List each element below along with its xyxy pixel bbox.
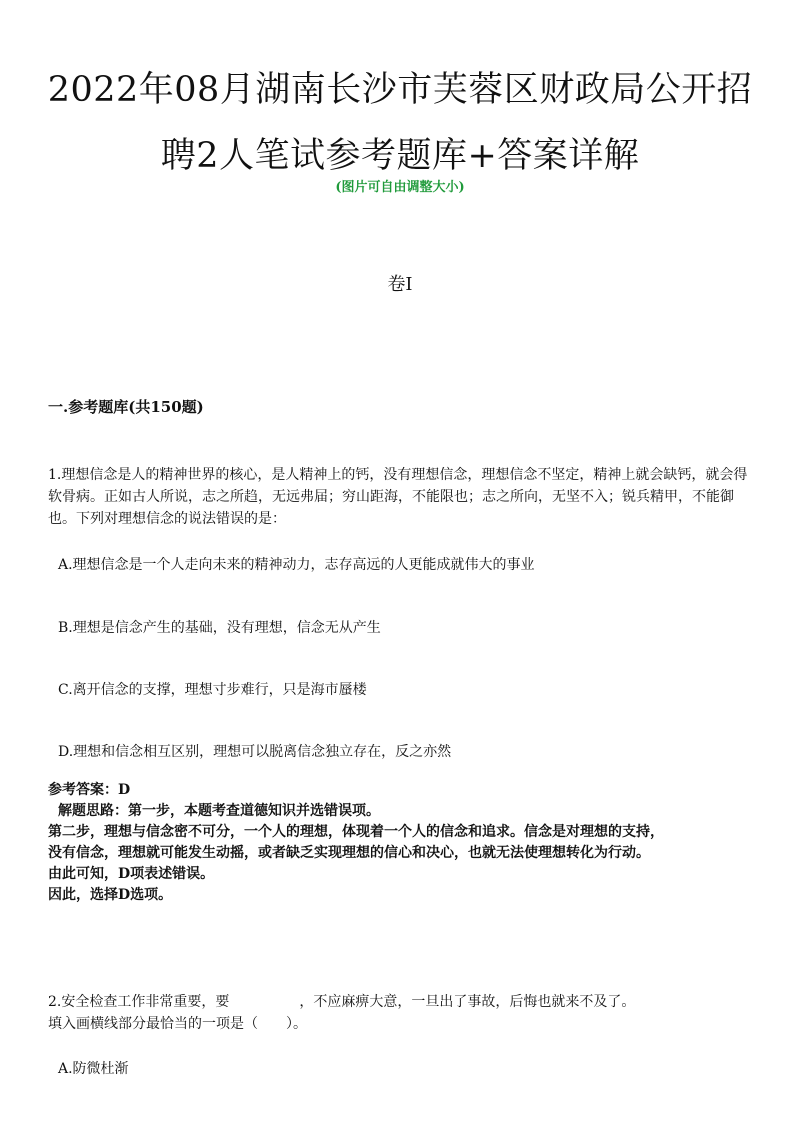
section-heading: 一.参考题库(共150题) bbox=[48, 398, 204, 416]
question-1-answer-block bbox=[48, 780, 760, 906]
question-1-option-d: D.理想和信念相互区别，理想可以脱离信念独立存在，反之亦然 bbox=[58, 744, 452, 760]
resize-hint: (图片可自由调整大小) bbox=[335, 180, 465, 195]
document-title-line-2: 聘2人笔试参考题库+答案详解 bbox=[160, 136, 640, 176]
question-1-option-c: C.离开信念的支撑，理想寸步难行，只是海市蜃楼 bbox=[58, 682, 367, 698]
question-2-stem-line-2: 填入画横线部分最恰当的一项是（ ）。 bbox=[48, 1016, 307, 1032]
question-1-option-b: B.理想是信念产生的基础，没有理想，信念无从产生 bbox=[58, 620, 381, 636]
question-1-stem: 1.理想信念是人的精神世界的核心，是人精神上的钙，没有理想信念，理想信念不坚定，精神上就会缺钙，就会得软骨病。正如古人所说，志之所趋，无远弗届；穷山距海，不能限也；志之所向，无坚不入；锐兵精甲，不能御也。下列对理想信念的说法错误的是： bbox=[48, 467, 748, 527]
question-2-stem bbox=[48, 991, 760, 1035]
document-title-line-1: 2022年08月湖南长沙市芙蓉区财政局公开招 bbox=[47, 70, 753, 110]
explanation-line: 解题思路：第一步，本题考查道德知识并选错误项。 bbox=[58, 803, 380, 819]
volume-label: 卷I bbox=[387, 274, 413, 295]
explanation-line: 因此，选择D选项。 bbox=[48, 887, 173, 903]
answer-label: 参考答案：D bbox=[48, 782, 131, 798]
explanation-line: 由此可知，D项表述错误。 bbox=[48, 866, 215, 882]
question-2-option-a: A.防微杜渐 bbox=[58, 1061, 129, 1077]
explanation-line: 第二步，理想与信念密不可分，一个人的理想，体现着一个人的信念和追求。信念是对理想的支持， bbox=[48, 824, 664, 840]
explanation-line: 没有信念，理想就可能发生动摇，或者缺乏实现理想的信心和决心，也就无法使理想转化为行动。 bbox=[48, 845, 650, 861]
question-2-stem-line-1: 2.安全检查工作非常重要，要 ，不应麻痹大意，一旦出了事故，后悔也就来不及了。 bbox=[48, 994, 636, 1010]
question-1-option-a: A.理想信念是一个人走向未来的精神动力，志存高远的人更能成就伟大的事业 bbox=[58, 557, 535, 573]
